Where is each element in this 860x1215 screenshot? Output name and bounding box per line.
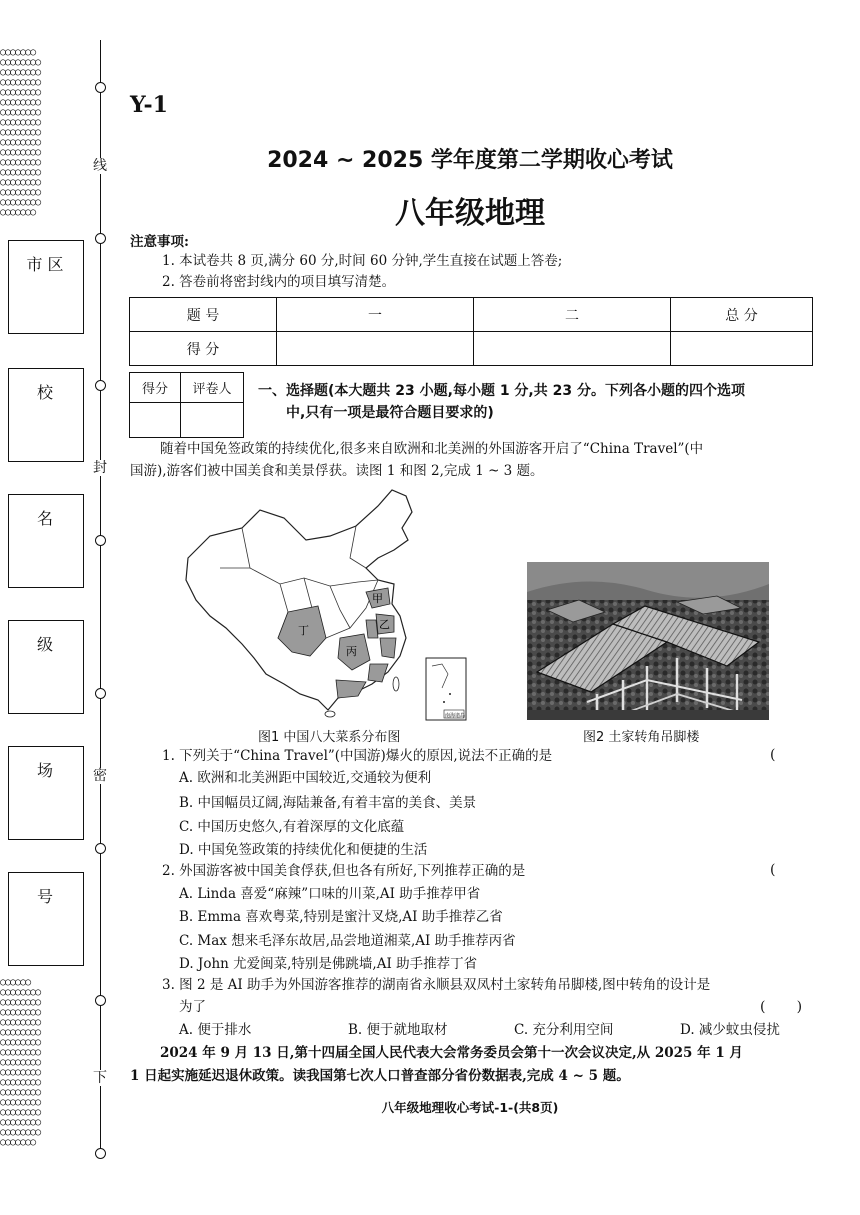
seal-char-xian: 线 [93, 158, 107, 174]
notice-item-2: 2. 答卷前将密封线内的项目填写清楚。 [162, 274, 396, 290]
seal-dot [95, 535, 106, 546]
q3-option-a[interactable]: A. 便于排水 [179, 1022, 252, 1038]
field-box-city[interactable] [8, 240, 84, 334]
field-box-room[interactable] [8, 746, 84, 840]
china-cuisine-map [180, 488, 472, 724]
map-label-jia: 甲 [372, 592, 383, 605]
seal-char-xia: 下 [93, 1070, 107, 1086]
province-zhejiang [380, 638, 396, 658]
q2-option-d[interactable]: D. John 尤爱闽菜,特别是佛跳墙,AI 助手推荐丁省 [179, 956, 478, 972]
page-footer: 八年级地理收心考试-1-(共8页) [381, 1100, 559, 1115]
intro2-line2: 1 日起实施延迟退休政策。读我国第七次人口普查部分省份数据表,完成 4 ~ 5 题。 [130, 1068, 630, 1084]
map-label-yi: 乙 [379, 618, 390, 631]
q3-option-b[interactable]: B. 便于就地取材 [348, 1022, 448, 1038]
seal-char-feng: 封 [93, 460, 107, 476]
field-label-room: 场 [36, 761, 53, 780]
q3-option-d[interactable]: D. 减少蚊虫侵扰 [680, 1022, 780, 1038]
score-header-part1: 一 [277, 298, 474, 332]
field-box-school[interactable] [8, 368, 84, 462]
seal-dot [95, 1148, 106, 1159]
q1-option-d[interactable]: D. 中国免签政策的持续优化和便捷的生活 [179, 842, 428, 858]
province-fujian [368, 664, 388, 682]
notice-item-1: 1. 本试卷共 8 页,满分 60 分,时间 60 分钟,学生直接在试题上答卷; [162, 253, 563, 269]
exam-title: 2024 ~ 2025 学年度第二学期收心考试 [267, 148, 673, 173]
section-one-heading-line1: 一、选择题(本大题共 23 小题,每小题 1 分,共 23 分。下列各小题的四个选项 [258, 383, 745, 399]
field-box-grade[interactable] [8, 620, 84, 714]
seal-dot [95, 82, 106, 93]
q2-option-a[interactable]: A. Linda 喜爱“麻辣”口味的川菜,AI 助手推荐甲省 [179, 886, 481, 902]
intro1-line1: 随着中国免签政策的持续优化,很多来自欧洲和北美洲的外国游客开启了“China Travel”(中 [160, 441, 704, 457]
q2-option-c[interactable]: C. Max 想来毛泽东故居,品尝地道湘菜,AI 助手推荐丙省 [179, 933, 516, 949]
grader-name-label: 评卷人 [181, 373, 244, 403]
field-label-school: 校 [36, 383, 53, 402]
field-label-grade: 级 [36, 635, 53, 654]
fig1-caption: 图1 中国八大菜系分布图 [258, 730, 401, 745]
q2-option-b[interactable]: B. Emma 喜欢粤菜,特别是蜜汁叉烧,AI 助手推荐乙省 [179, 909, 503, 925]
q1-answer-paren[interactable]: ( [770, 747, 776, 763]
q3-stem-cont: 为了 [179, 999, 206, 1015]
stilted-building-photo [527, 562, 769, 720]
q1-option-b[interactable]: B. 中国幅员辽阔,海陆兼备,有着丰富的美食、美景 [179, 795, 477, 811]
map-label-ding: 丁 [298, 624, 309, 637]
fig2-caption: 图2 土家转角吊脚楼 [583, 730, 700, 745]
score-cell-part2[interactable] [474, 332, 671, 366]
score-header-number: 题 号 [130, 298, 277, 332]
q2-stem: 2. 外国游客被中国美食俘获,但也各有所好,下列推荐正确的是 [162, 863, 526, 879]
subject-title: 八年级地理 [395, 196, 545, 231]
province-anhui [366, 620, 378, 638]
score-header-part2: 二 [474, 298, 671, 332]
notice-heading: 注意事项: [130, 234, 189, 250]
section-one-heading-line2: 中,只有一项是最符合题目要求的) [286, 405, 494, 421]
grader-score-cell[interactable] [130, 403, 181, 438]
score-row-label: 得 分 [130, 332, 277, 366]
field-box-name[interactable] [8, 494, 84, 588]
seal-dot [95, 233, 106, 244]
q1-option-a[interactable]: A. 欧洲和北美洲距中国较近,交通较为便利 [179, 770, 432, 786]
field-label-city: 市 区 [26, 255, 64, 274]
q3-stem: 3. 图 2 是 AI 助手为外国游客推荐的湖南省永顺县双凤村土家转角吊脚楼,图中转角的设计是 [162, 977, 711, 993]
score-cell-part1[interactable] [277, 332, 474, 366]
perforation-dots-top: ○○○○○○○ ○○○○○○○○ ○○○○○○○○ ○○○○○○○○ ○○○○○○○○ ○○○○○○○○ ○○○○○○○○ ○○○○○○○○ ○○○○○○○○ ○○○○○○○○ ○○○○○○○○ ○○○○○○○○ ○○○○○○○○ ○○○○○○○○ ○○○○○○○○ ○○○○○○○○ ○○○○○○○ [0, 47, 41, 218]
inset-label: 南海诸岛 [445, 713, 466, 719]
field-box-number[interactable] [8, 872, 84, 966]
seal-dot [95, 843, 106, 854]
seal-char-mi: 密 [93, 768, 107, 784]
section-one-heading [258, 380, 745, 424]
seal-dot [95, 688, 106, 699]
grader-table [129, 372, 244, 438]
field-label-name: 名 [36, 509, 53, 528]
q2-answer-paren[interactable]: ( [770, 862, 776, 878]
score-table [129, 297, 813, 366]
score-cell-total[interactable] [671, 332, 813, 366]
q1-option-c[interactable]: C. 中国历史悠久,有着深厚的文化底蕴 [179, 819, 405, 835]
paper-code: Y-1 [130, 92, 168, 118]
q3-answer-paren[interactable]: ( ) [760, 999, 803, 1015]
score-header-total: 总 分 [671, 298, 813, 332]
grader-name-cell[interactable] [181, 403, 244, 438]
field-label-number: 号 [36, 887, 53, 906]
q1-stem: 1. 下列关于“China Travel”(中国游)爆火的原因,说法不正确的是 [162, 748, 553, 764]
q3-option-c[interactable]: C. 充分利用空间 [514, 1022, 614, 1038]
perforation-dots-bottom: ○○○○○○ ○○○○○○○○ ○○○○○○○○ ○○○○○○○○ ○○○○○○○○ ○○○○○○○○ ○○○○○○○○ ○○○○○○○○ ○○○○○○○○ ○○○○○○○○ ○○○○○○○○ ○○○○○○○○ ○○○○○○○○ ○○○○○○○○ ○○○○○○○○ ○○○○○○○○ ○○○○○○○ [0, 977, 41, 1148]
seal-dot [95, 380, 106, 391]
province-guangdong [336, 680, 366, 698]
map-label-bing: 丙 [346, 645, 357, 658]
seal-dot [95, 995, 106, 1006]
intro2-line1: 2024 年 9 月 13 日,第十四届全国人民代表大会常务委员会第十一次会议决定,从 2025 年 1 月 [160, 1045, 743, 1061]
intro1-line2: 国游),游客们被中国美食和美景俘获。读图 1 和图 2,完成 1 ~ 3 题。 [130, 463, 544, 479]
grader-score-label: 得分 [130, 373, 181, 403]
